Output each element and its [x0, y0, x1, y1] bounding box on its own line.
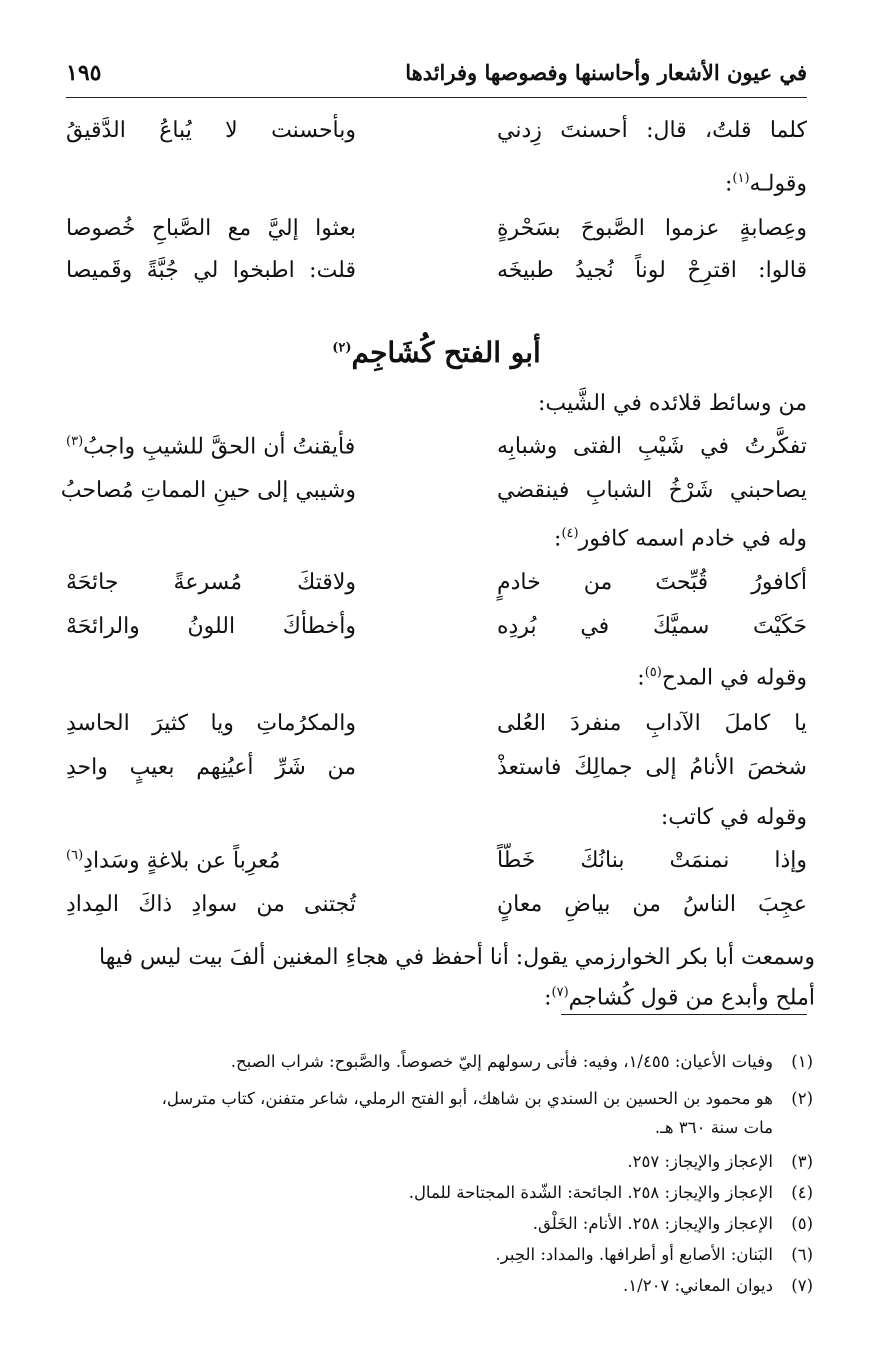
footnote-text: وفيات الأعيان: ١/٤٥٥، وفيه: فأتى رسولهم إليّ خصوصاً. والصَّبوح: شراب الصبح. [230, 1052, 773, 1071]
running-title: في عيون الأشعار وأحاسنها وفصوصها وفرائدها [405, 60, 807, 85]
verse-line [66, 711, 807, 751]
page-header [66, 60, 807, 94]
verse-hemistich-first: أكافورُ قُبِّحتَ من خادمٍ [497, 570, 807, 595]
poem-intro [66, 526, 807, 566]
verse-hemistich-second: قلت: اطبخوا لي جُبَّةً وقَميصا [66, 258, 356, 283]
verse-hemistich-first: وإذا نمنمَتْ بنانُكَ خَطّاً [497, 848, 807, 873]
verse-hemistich-first: شخصَ الأنامُ إلى جمالِكَ فاستعذْ [497, 755, 807, 780]
page-number: ١٩٥ [66, 60, 102, 86]
prose-line [66, 945, 815, 985]
verse-hemistich-first: يصاحبني شَرْخُ الشبابِ فينقضي [497, 478, 807, 503]
poem-intro-text: وقوله في كاتب: [660, 805, 807, 830]
footnote-text: ديوان المعاني: ١/٢٠٧. [623, 1276, 773, 1295]
footnote-number: (٣) [791, 1152, 813, 1171]
footnote-ref: (٧) [551, 985, 569, 1000]
footnote-ref: (٢) [332, 340, 352, 356]
verse-hemistich-first: وعِصابةٍ عزموا الصَّبوحَ بسَحْرةٍ [497, 216, 807, 241]
verse-line [66, 118, 807, 158]
footnote-text: هو محمود بن الحسين بن السندي بن شاهك، أبو الفتح الرملي، شاعر متفنن، كتاب مترسل، [161, 1089, 773, 1108]
footnote-ref: (١) [732, 171, 750, 186]
verse-hemistich-first: يا كاملَ الآدابِ منفردَ العُلى [497, 711, 807, 736]
prose-text: أملح وأبدع من قول كُشاجم [568, 985, 815, 1011]
colon: : [544, 985, 552, 1011]
verse-line [66, 434, 807, 474]
footnote-text: الإعجاز والإيجاز: ٢٥٨. الجائحة: الشّدة المجتاحة للمال. [408, 1183, 773, 1202]
verse-hemistich-second: ولاقتكَ مُسرعةً جائحَهْ [66, 570, 356, 595]
footnote-number: (٢) [791, 1089, 813, 1108]
verse-hemistich-second [66, 434, 355, 474]
poem-intro-text: وله في خادم اسمه كافور [578, 526, 807, 552]
poem-intro-text: من وسائط قلائده في الشَّيب: [537, 391, 807, 416]
verse-line [66, 755, 807, 795]
poem-intro [66, 665, 807, 705]
header-rule [66, 97, 807, 98]
prose-line [66, 985, 815, 1025]
verse-hemistich-second [66, 848, 280, 888]
footnote-separator [561, 1014, 807, 1015]
poem-intro [66, 805, 807, 845]
footnote-number: (٧) [791, 1276, 813, 1295]
verse-hemistich-second: وأخطأكَ اللونُ والرائحَهْ [66, 614, 356, 639]
footnote-ref: (٦) [66, 848, 84, 863]
footnote-text: البَنان: الأصابع أو أطرافها. والمداد: الحِبر. [495, 1245, 773, 1264]
poet-name: أبو الفتح كُشَاجِم [351, 336, 541, 369]
verse-line [66, 614, 807, 654]
verse-hemistich-second: وشيبي إلى حينِ المماتِ مُصاحبُ [60, 478, 356, 503]
footnote-ref: (٥) [644, 665, 662, 680]
verse-hemistich-first: تفكَّرتُ في شَيْبِ الفتى وشبابِه [497, 434, 807, 459]
footnote-text: الإعجاز والإيجاز: ٢٥٧. [627, 1152, 773, 1171]
poem-intro [66, 171, 807, 211]
footnote-number: (١) [791, 1052, 813, 1071]
colon: : [554, 526, 562, 552]
verse-hemistich-second: من شَرِّ أعيُنِهم بعيبٍ واحدِ [66, 755, 356, 780]
footnote-number: (٥) [791, 1214, 813, 1233]
colon: : [724, 171, 733, 197]
colon: : [637, 665, 645, 691]
hemistich-text: مُعرِباً عن بلاغةٍ وسَدادِ [83, 848, 281, 874]
poem-intro-text: وقولـه [749, 171, 807, 197]
verse-line [66, 570, 807, 610]
verse-hemistich-second: والمكرُماتِ ويا كثيرَ الحاسدِ [66, 711, 356, 736]
verse-line [66, 216, 807, 256]
verse-line [60, 478, 807, 518]
footnote-ref: (٣) [66, 434, 84, 449]
verse-hemistich-first: عجِبَ الناسُ من بياضِ معانٍ [497, 892, 807, 917]
verse-line [66, 892, 807, 932]
poem-intro [66, 391, 807, 431]
footnote-number: (٦) [791, 1245, 813, 1264]
prose-text: وسمعت أبا بكر الخوارزمي يقول: أنا أحفظ في هجاءِ المغنين ألفَ بيت ليس فيها [98, 945, 815, 970]
hemistich-text: فأيقنتُ أن الحقَّ للشيبِ واجبُ [83, 434, 356, 460]
verse-line [66, 258, 807, 298]
verse-hemistich-first: حَكَيْتَ سميَّكَ في بُردِه [497, 614, 807, 639]
poet-heading [66, 336, 807, 369]
verse-hemistich-second: وبأحسنت لا يُباعُ الدَّقيقُ [66, 118, 356, 143]
footnote-number: (٤) [791, 1183, 813, 1202]
verse-hemistich-first: كلما قلتُ، قال: أحسنتَ زِدني [497, 118, 807, 143]
verse-line [66, 848, 807, 888]
verse-hemistich-second: بعثوا إليَّ مع الصَّباحِ خُصوصا [66, 216, 356, 241]
verse-hemistich-first: قالوا: اقترِحْ لوناً نُجيدُ طبيخَه [497, 258, 807, 283]
verse-hemistich-second: تُجتنى من سوادِ ذاكَ المِدادِ [66, 892, 356, 917]
footnote-text: الإعجاز والإيجاز: ٢٥٨. الأنام: الخَلْق. [532, 1214, 773, 1233]
footnote-ref: (٤) [561, 526, 579, 541]
footnote-text: مات سنة ٣٦٠ هـ. [654, 1118, 773, 1137]
poem-intro-text: وقوله في المدح [661, 665, 807, 691]
